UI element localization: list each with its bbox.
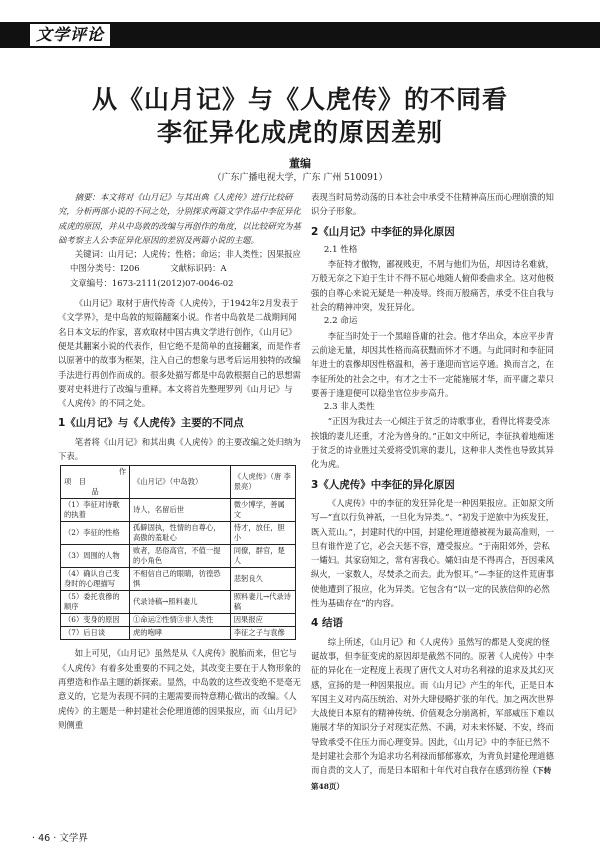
table-corner-header bbox=[61, 466, 130, 499]
table-cell: （3）周围的人物 bbox=[61, 545, 130, 568]
section-2-1-text: 李征特才傲物，鄙视贱吏，不屑与他们为伍，却因诗名难就，万般无奈之下迫于生计不得不屈心地随人俯仰委曲求全。这对他极强的自尊心来说无疑是一种凌辱。终而万般痛苦，承受不住自我与社会的精神冲突，发狂异化。 bbox=[311, 259, 554, 313]
keywords: 关键词：山月记；人虎传；性格；命运；非人类性；因果报应 bbox=[74, 249, 301, 260]
section-4-text bbox=[311, 635, 555, 794]
section-3-heading: 3《人虎传》中李征的异化原因 bbox=[311, 478, 455, 491]
author-affiliation: （广东广播电视大学，广东 广州 510091） bbox=[212, 173, 388, 183]
table-cell: （1）李征对诗歌的执着 bbox=[61, 499, 130, 522]
table-row bbox=[61, 545, 296, 568]
table-cell: 恃才，放任，胆小 bbox=[230, 522, 295, 545]
conclusion-text: 综上所述，《山月记》和《人虎传》虽然写的都是人变虎的怪诞故事，但李征变虎的原因却是截然不同的。原著《人虎传》中李征的异化在一定程度上表现了唐代文人对功名利禄的追求及其幻灭感，宣扬的是一种因果报应。而《山月记》产生的年代，正是日本军国主义对内高压统治、对外大肆侵略扩张的年代。加之两次世界大战使日本原有的精神传统、价值观念分崩离析，军部威压下难以施展才华的知识分子对现实茫然、不满，对未来怀疑、不安，终而导致承受不住压力而心理变异。因此，《山月记》中的李征已然不是封建社会那个为追求功名利禄而郁郁寡欢，为背负封建伦理道德而自责的文人了，而是日本昭和十年代对自我存在感到彷徨 bbox=[311, 636, 554, 776]
section-1-lead: 笔者将《山月记》和其出典《人虎传》的主要改编之处归纳为下表。 bbox=[58, 436, 301, 462]
classification-row bbox=[58, 261, 302, 275]
article-title-line-1: 从《山月记》与《人虎传》的不同看 bbox=[91, 85, 508, 114]
table-cell: 李征之子与袁傪 bbox=[230, 627, 295, 640]
corner-item-label: 项 目 bbox=[64, 477, 86, 487]
corner-top-label: 作 bbox=[118, 467, 126, 477]
footer-bullet: · bbox=[53, 833, 57, 844]
section-3-text: 《人虎传》中的李征的发狂异化是一种因果报应。正如原文所写—“直以行负神祇，一旦化为异类。”、“初发于逆旅中为疾发狂，既入荒山。”，封建时代的中国，封建伦理道德被视为最高准则，一旦有谁忤逆了它，必会天惩不容，遭受报应。“于南阳郊外，尝私一孀妇。其家窃知之，常有害我心。孀妇由是不得再合，吾因乘风纵火，一家数人，尽焚杀之而去。此为恨耳。”—李征的这件荒唐事使他遭到了报应，化为异类。它包含有“以一定的民族信仰的必然性为基础存在”的内容。 bbox=[311, 497, 555, 609]
table-header-col2: 《人虎传》（唐 李景亮） bbox=[230, 466, 295, 499]
section-1-heading: 1《山月记》与《人虎传》主要的不同点 bbox=[58, 417, 244, 430]
journal-name: 文学界 bbox=[59, 833, 88, 844]
table-cell: 虎的咆哮 bbox=[130, 627, 231, 640]
table-cell: 微少博学，善属文 bbox=[230, 499, 295, 522]
table-row bbox=[61, 522, 296, 545]
continued-note: （下转第48页） bbox=[311, 766, 552, 791]
table-cell: 照料妻儿→代录诗稿 bbox=[230, 591, 295, 614]
table-cell: 孤僻固执，性情的自尊心，高傲的羞耻心 bbox=[130, 522, 231, 545]
abstract-block bbox=[58, 190, 302, 290]
table-cell: 不相信自己的眼睛，彷徨恐惧 bbox=[130, 568, 231, 591]
footer-bullet: · bbox=[32, 833, 36, 844]
right-column bbox=[311, 190, 555, 794]
clc-number: 中图分类号：I206 bbox=[70, 263, 140, 274]
table-cell: （4）确认自己变身时的心理描写 bbox=[61, 568, 130, 591]
continued-paragraph: 表现当时局势动荡的日本社会中承受不住精神高压而心理崩溃的知识分子形象。 bbox=[311, 192, 554, 217]
table-cell: 代录诗稿→照料妻儿 bbox=[130, 591, 231, 614]
section-2-3-text: “正因为我过去一心倾注于贫乏的诗歌事业，看得比将妻受冻挨饿的妻儿还重，才沦为兽身的。”正如文中所记，李征执着地痴迷于贫乏的诗业胜过关爱将受饥寒的妻儿，这种非人类性也导致其异化为虎。 bbox=[311, 416, 554, 470]
table-row bbox=[61, 614, 296, 627]
table-cell: 因果报应 bbox=[230, 614, 295, 627]
document-code: 文献标识码：A bbox=[170, 263, 227, 274]
table-row bbox=[61, 627, 296, 640]
table-cell: （7）后日谈 bbox=[61, 627, 130, 640]
table-cell: 败者，恶俗高官，不值一提的小角色 bbox=[130, 545, 231, 568]
page-number: 46 bbox=[38, 833, 51, 844]
comparison-table bbox=[60, 465, 296, 640]
table-header-col1: 《山月记》（中岛敦） bbox=[130, 466, 231, 499]
table-row bbox=[61, 499, 296, 522]
intro-paragraph: 《山月记》取材于唐代传奇《人虎传》，于1942年2月发表于《文学界》，是中岛敦的短篇翻案小说。作者中岛敦是二战期间闻名日本文坛的作家，喜欢取材中国古典文学进行创作，《山月记》便是其翻案小说的代表作，但它绝不是简单的直接翻案，而是作者以原著中的故事为框架，注入自己的想象与思考后运用独特的改编手法进行再创作而成的。很多处描写都是中岛敦根据自己的思想需要对史料进行了改编与重释。本文将首先整理罗列《山月记》与《人虎传》的不同之处。 bbox=[58, 298, 301, 409]
author-name: 董编 bbox=[289, 157, 311, 170]
table-cell: ①命运②性情③非人类性 bbox=[130, 614, 231, 627]
section-2-3-heading: 2.3 非人类性 bbox=[323, 402, 375, 413]
table-row bbox=[61, 591, 296, 614]
table-cell: 同僚，群官，楚人 bbox=[230, 545, 295, 568]
table-cell: （5）委托袁傪的顺序 bbox=[61, 591, 130, 614]
section-tag: 文学评论 bbox=[30, 24, 110, 46]
section-1-conclusion: 如上可见，《山月记》虽然是从《人虎传》脱胎而来，但它与《人虎传》有着多处重要的不同之处，其改变主要在于人物形象的再塑造和作品主题的新探索。显然，中岛敦的这些改变绝不是毫无意义的，它是为表现不同的主题需要而特意精心做出的改编。《人虎传》的主题是一种封建社会伦理道德的因果报应，而《山月记》则侧重 bbox=[58, 648, 301, 730]
page-footer bbox=[32, 830, 88, 844]
table-cell: （6）变身的原因 bbox=[61, 614, 130, 627]
journal-section-bar bbox=[0, 22, 600, 48]
table-cell: （2）李征的性格 bbox=[61, 522, 130, 545]
section-4-heading: 4 结语 bbox=[311, 617, 343, 630]
table-row bbox=[61, 568, 296, 591]
abstract-text: 摘要：本文将对《山月记》与其出典《人虎传》进行比较研究，分析两部小说的不同之处，分别探求两篇文学作品中李征异化成虎的原因，并从中岛敦的改编与再创作的角度，以比较研究为基础考察主人公李征异化原因的差别及两篇小说的主题。 bbox=[58, 192, 301, 245]
left-column bbox=[58, 190, 302, 732]
section-2-1-heading: 2.1 性格 bbox=[323, 244, 358, 255]
section-2-2-text: 李征当时处于一个黑暗昏庸的社会。他才华出众，本应平步青云前途无量，却因其性格而高获黜而怀才不遇。与此同时和李征同年进士的袁傪却因性格温和，善于逢迎而官运亨通。换而言之，在李征所处的社会之中，有才之士不一定能施展才华，而平庸之辈只要善于逢迎便可以稳坐官位步步高升。 bbox=[311, 330, 554, 398]
corner-bottom-label: 品 bbox=[91, 487, 99, 497]
article-number: 文章编号：1673-2111(2012)07-0046-02 bbox=[70, 277, 234, 288]
section-2-heading: 2《山月记》中李征的异化原因 bbox=[311, 225, 455, 238]
table-cell: 悲躬良久 bbox=[230, 568, 295, 591]
section-2-2-heading: 2.2 命运 bbox=[323, 316, 358, 327]
table-cell: 诗人，名留后世 bbox=[130, 499, 231, 522]
article-title-line-2: 李征异化成虎的原因差别 bbox=[156, 118, 443, 147]
